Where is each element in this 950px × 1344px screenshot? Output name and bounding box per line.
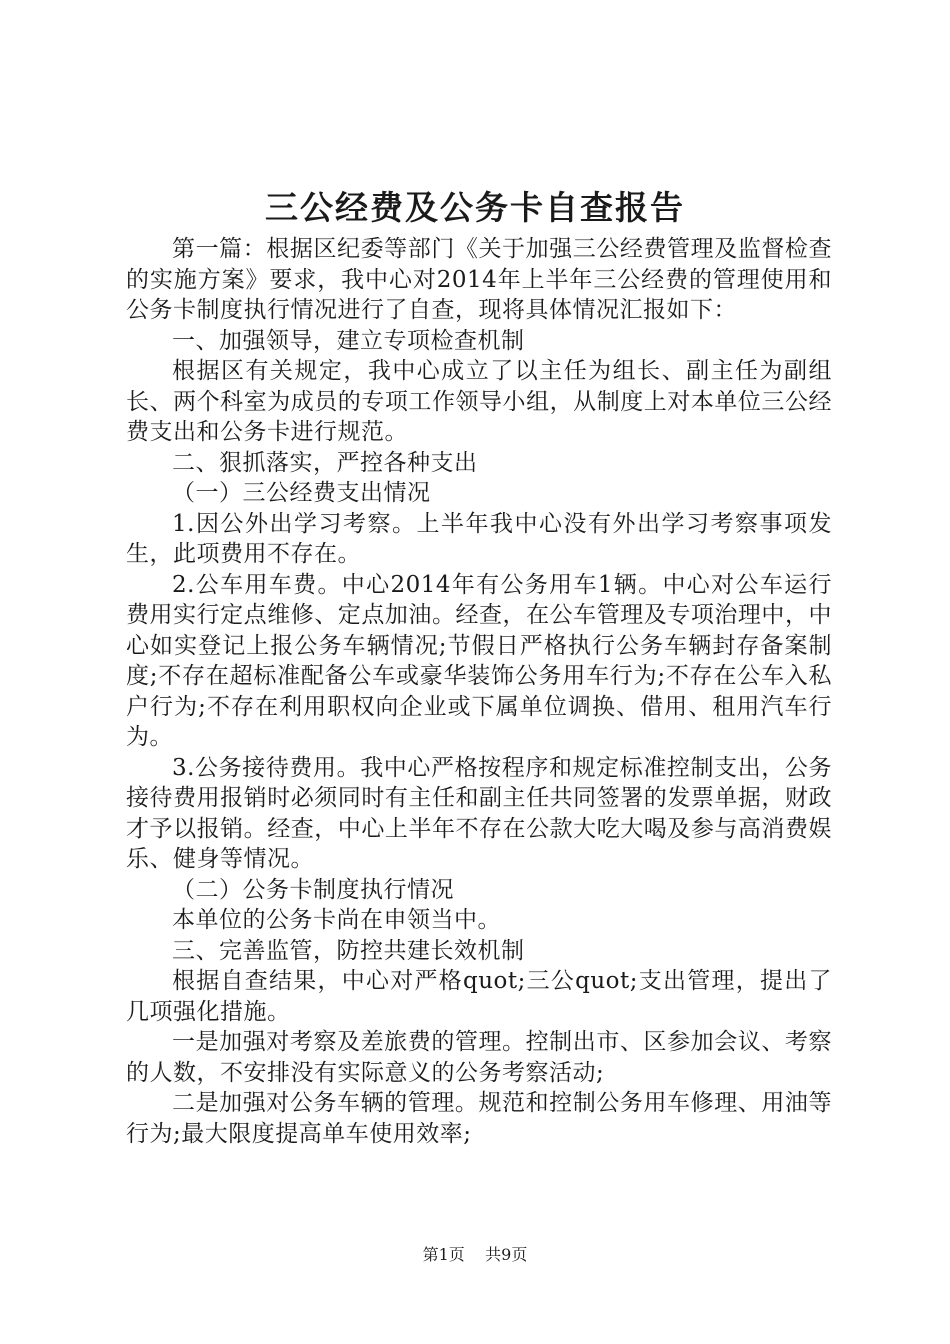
paragraph: 1.因公外出学习考察。上半年我中心没有外出学习考察事项发生，此项费用不存在。 (126, 510, 832, 567)
paragraph: 根据区有关规定，我中心成立了以主任为组长、副主任为副组长、两个科室为成员的专项工作领导小组，从制度上对本单位三公经费支出和公务卡进行规范。 (126, 358, 832, 445)
page-total: 共9页 (485, 1245, 528, 1264)
subsection-heading: （二）公务卡制度执行情况 (172, 876, 454, 903)
paragraph: 第一篇：根据区纪委等部门《关于加强三公经费管理及监督检查的实施方案》要求，我中心对2014年上半年三公经费的管理使用和公务卡制度执行情况进行了自查，现将具体情况汇报如下： (126, 236, 832, 323)
section-heading: 三、完善监管，防控共建长效机制 (172, 937, 525, 964)
paragraph: 2.公车用车费。中心2014年有公务用车1辆。中心对公车运行费用实行定点维修、定点加油。经查，在公车管理及专项治理中，中心如实登记上报公务车辆情况;节假日严格执行公务车辆封存备案制度;不存在超标准配备公车或豪华装饰公务用车行为;不存在公车入私户行为;不存在利用职权向企业或下属单位调换、借用、租用汽车行为。 (126, 571, 832, 750)
paragraph: 根据自查结果，中心对严格quot;三公quot;支出管理，提出了几项强化措施。 (126, 968, 832, 1025)
document-title: 三公经费及公务卡自查报告 (265, 188, 685, 227)
section-heading: 二、狠抓落实，严控各种支出 (172, 449, 478, 476)
paragraph: 3.公务接待费用。我中心严格按程序和规定标准控制支出，公务接待费用报销时必须同时有主任和副主任共同签署的发票单据，财政才予以报销。经查，中心上半年不存在公款大吃大喝及参与高消费娱乐、健身等情况。 (126, 754, 832, 872)
subsection-heading: （一）三公经费支出情况 (172, 480, 431, 506)
paragraph: 一是加强对考察及差旅费的管理。控制出市、区参加会议、考察的人数，不安排没有实际意义的公务考察活动; (126, 1029, 832, 1086)
page-footer (0, 1244, 950, 1266)
section-heading: 一、加强领导，建立专项检查机制 (172, 327, 525, 354)
document-body (126, 234, 832, 1149)
paragraph: 二是加强对公务车辆的管理。规范和控制公务用车修理、用油等行为;最大限度提高单车使用效率; (126, 1090, 832, 1147)
paragraph: 本单位的公务卡尚在申领当中。 (172, 907, 501, 933)
page-number: 第1页 (422, 1245, 465, 1264)
